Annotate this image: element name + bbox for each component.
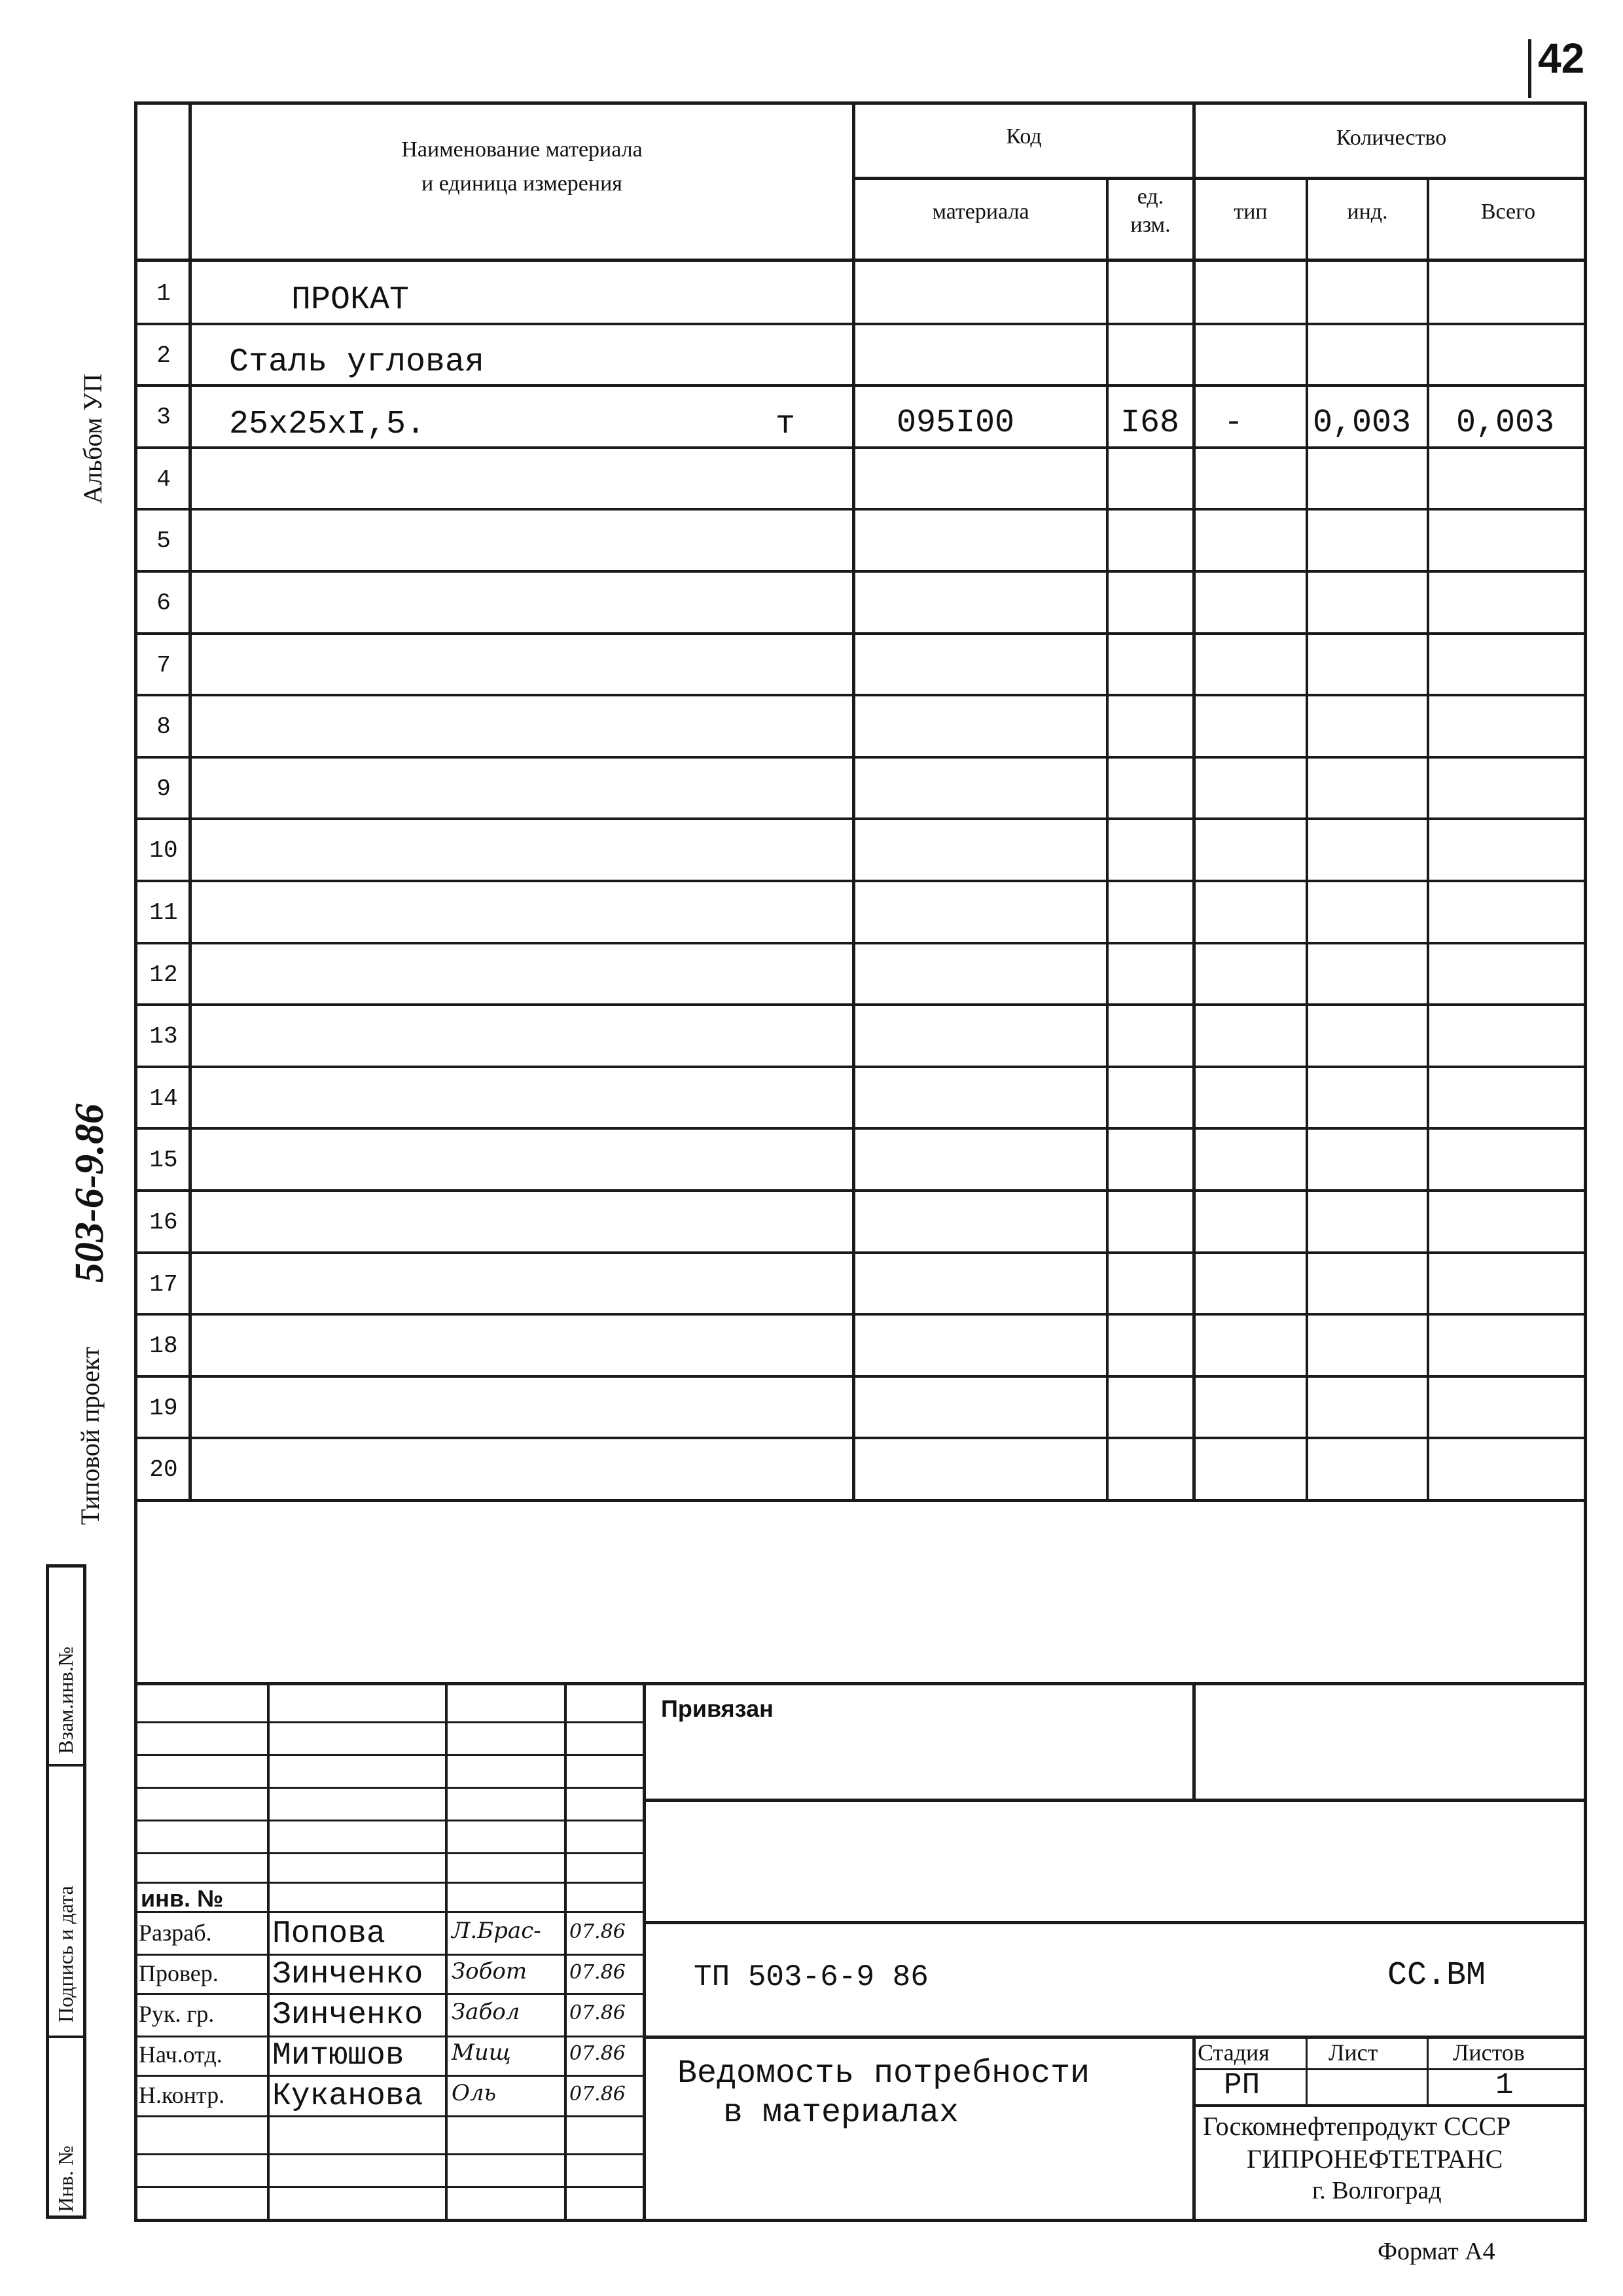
stamp-date: 07.86 (569, 1920, 626, 1943)
row-divider (134, 942, 1587, 944)
row3-kod: 095I00 (897, 404, 1015, 442)
row-number: 1 (156, 280, 171, 307)
doc-title-line1: Ведомость потребности (677, 2055, 1090, 2092)
row1-name: ПРОКАТ (291, 281, 410, 319)
row-number: 5 (156, 528, 171, 554)
header-izm: изм. (1130, 213, 1171, 237)
listov-value: 1 (1495, 2068, 1514, 2102)
row-divider (134, 1251, 1587, 1254)
row-divider (134, 323, 1587, 325)
org-line3: г. Волгоград (1312, 2177, 1442, 2204)
row-number: 10 (149, 837, 178, 864)
doc-code: ТП 503-6-9 86 (694, 1960, 929, 1994)
row-number: 2 (156, 342, 171, 369)
row-divider (134, 1127, 1587, 1130)
row-divider (134, 694, 1587, 696)
row-divider (134, 756, 1587, 759)
row-number: 20 (149, 1456, 178, 1483)
row3-name: 25x25xI,5. (229, 406, 426, 443)
row-number: 9 (156, 776, 171, 802)
header-materiala: материала (932, 200, 1029, 224)
row-number: 11 (149, 899, 178, 926)
stamp-name: Зинченко (272, 1998, 423, 2033)
stamp-row-divider (134, 2153, 643, 2155)
stamp-role: Разраб. (139, 1920, 212, 1946)
row-number: 7 (156, 652, 171, 679)
format-label: Формат А4 (1378, 2238, 1495, 2265)
doc-title-line2: в материалах (723, 2094, 959, 2132)
row-number: 12 (149, 961, 178, 988)
stamp-row-divider (134, 1852, 643, 1854)
row-divider (134, 1189, 1587, 1192)
row-number: 3 (156, 404, 171, 431)
listov-label: Листов (1453, 2039, 1525, 2066)
stamp-date: 07.86 (569, 2001, 626, 2024)
row-number: 14 (149, 1085, 178, 1112)
header-ed: ед. (1137, 185, 1164, 209)
header-name-line1: Наименование материала (401, 137, 643, 162)
project-number-label: 503-6-9.86 (67, 1103, 112, 1283)
stamp-row-divider (134, 1993, 643, 1995)
row3-unit: т (776, 406, 796, 443)
row-divider (134, 1313, 1587, 1316)
stamp-row-divider (134, 2075, 643, 2077)
row-number: 8 (156, 713, 171, 740)
row-divider (134, 632, 1587, 635)
header-ind: инд. (1347, 200, 1388, 224)
row-divider (134, 880, 1587, 882)
stamp-row-divider (134, 2115, 643, 2117)
row-divider (134, 1003, 1587, 1006)
stamp-name: Куканова (272, 2079, 423, 2114)
org-line2: ГИПРОНЕФТЕТРАНС (1247, 2144, 1503, 2174)
doc-mark: СС.ВМ (1387, 1957, 1486, 1994)
header-tip: тип (1234, 200, 1268, 224)
stamp-role: Нач.отд. (139, 2041, 223, 2068)
album-label: Альбом УП (78, 373, 107, 504)
row-divider (134, 1375, 1587, 1378)
stamp-signature: Оль (452, 2080, 497, 2106)
stamp-name: Попова (272, 1916, 385, 1952)
row-divider (134, 508, 1587, 511)
row-number: 18 (149, 1333, 178, 1359)
row-number: 15 (149, 1147, 178, 1174)
row-divider (134, 446, 1587, 449)
stamp-row-divider (134, 1820, 643, 1821)
row3-tip: - (1224, 404, 1244, 442)
stamp-date: 07.86 (569, 1961, 626, 1984)
stamp-signature: Зобот (452, 1958, 527, 1984)
stamp-row-divider (134, 1954, 643, 1956)
row3-ed: I68 (1120, 404, 1180, 442)
header-vsego: Всего (1480, 200, 1536, 224)
stamp-signature: Мищ (452, 2039, 511, 2066)
row-number: 16 (149, 1209, 178, 1236)
row-number: 4 (156, 466, 171, 493)
stamp-row-divider (134, 1787, 643, 1789)
row-divider (134, 817, 1587, 820)
stamp-role: Н.контр. (139, 2082, 225, 2108)
stadiya-value: РП (1224, 2068, 1260, 2102)
row2-name: Сталь угловая (229, 344, 485, 381)
stamp-date: 07.86 (569, 2083, 626, 2106)
row-number: 6 (156, 590, 171, 617)
podpis-data-label: Подпись и дата (54, 1886, 77, 2022)
inv-no-label: Инв. № (54, 2145, 77, 2212)
row-divider (134, 1066, 1587, 1068)
stamp-name: Митюшов (272, 2038, 404, 2073)
row-divider (134, 570, 1587, 573)
stamp-row-divider (134, 1882, 643, 1884)
row-number: 17 (149, 1271, 178, 1298)
header-name-line2: и единица измерения (421, 171, 622, 196)
stamp-row-divider (134, 1754, 643, 1756)
list-label: Лист (1329, 2039, 1378, 2066)
row-number: 19 (149, 1395, 178, 1422)
vzam-inv-label: Взам.инв.№ (54, 1646, 77, 1754)
row-divider (134, 384, 1587, 387)
stadiya-label: Стадия (1198, 2039, 1270, 2066)
stamp-row-divider (134, 2036, 643, 2037)
stamp-signature: Л.Брас- (452, 1918, 541, 1944)
stamp-row-divider (134, 2186, 643, 2188)
row3-ind: 0,003 (1313, 404, 1412, 442)
stamp-signature: Забол (452, 1999, 520, 2025)
header-kolichestvo: Количество (1336, 126, 1447, 150)
stamp-role: Провер. (139, 1960, 219, 1986)
org-line1: Госкомнефтепродукт СССР (1203, 2111, 1511, 2141)
stamp-date: 07.86 (569, 2042, 626, 2065)
header-kod: Код (1006, 124, 1042, 149)
privyazan-label: Привязан (661, 1695, 774, 1722)
row3-vsego: 0,003 (1456, 404, 1555, 442)
project-prefix-label: Типовой проект (75, 1346, 105, 1525)
row-divider (134, 1437, 1587, 1439)
page-number: 42 (1538, 35, 1585, 82)
stamp-role: Рук. гр. (139, 2001, 215, 2027)
inv-no-stamp-label: инв. № (141, 1885, 224, 1912)
stamp-name: Зинченко (272, 1957, 423, 1992)
row-number: 13 (149, 1023, 178, 1050)
stamp-row-divider (134, 1721, 643, 1723)
